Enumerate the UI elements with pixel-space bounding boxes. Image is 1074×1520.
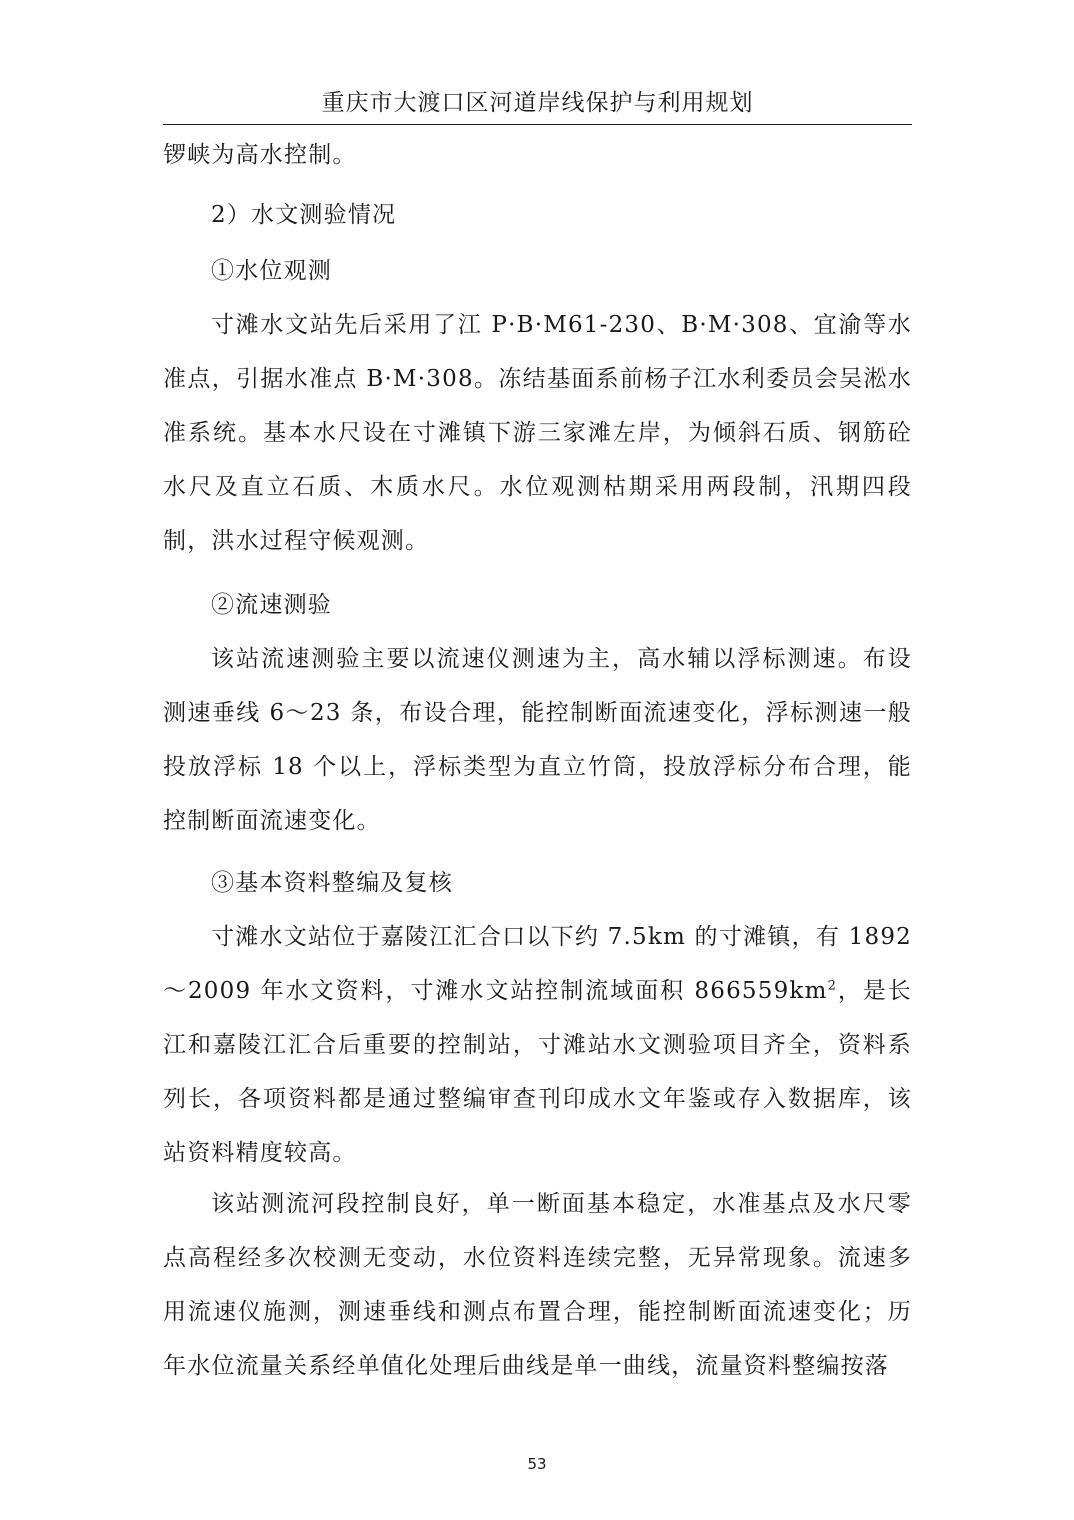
subsection-flow-velocity bbox=[163, 578, 912, 848]
paragraph-station-overview-text: 寸滩水文站位于嘉陵江汇合口以下约 7.5km 的寸滩镇，有 1892～2009 年水文资料，寸滩水文站控制流域面积 866559km bbox=[163, 924, 912, 1004]
section-hydrology bbox=[163, 188, 912, 242]
subsection-data-compilation-cont bbox=[163, 1177, 912, 1393]
paragraph-measurement-quality: 该站测流河段控制良好，单一断面基本稳定，水准基点及水尺零点高程经多次校测无变动，水位资料连续完整，无异常现象。流速多用流速仪施测，测速垂线和测点布置合理，能控制断面流速变化；历年水位流量关系经单值化处理后曲线是单一曲线，流量资料整编按落 bbox=[163, 1191, 912, 1379]
subsection-data-compilation bbox=[163, 856, 912, 1180]
page-header-title: 重庆市大渡口区河道岸线保护与利用规划 bbox=[321, 90, 754, 116]
subsection-heading-flow-velocity: ②流速测验 bbox=[211, 592, 332, 618]
section-heading: 2）水文测验情况 bbox=[211, 202, 397, 228]
paragraph-water-level: 寸滩水文站先后采用了江 P·B·M61-230、B·M·308、宜渝等水准点，引据水准点 B·M·308。冻结基面系前杨子江水利委员会吴淞水准系统。基本水尺设在寸滩镇下游三家滩左岸，为倾斜石质、钢筋砼水尺及直立石质、木质水尺。水位观测枯期采用两段制，汛期四段制，洪水过程守候观测。 bbox=[163, 312, 912, 554]
paragraph-flow-velocity: 该站流速测验主要以流速仪测速为主，高水辅以浮标测速。布设测速垂线 6～23 条，布设合理，能控制断面流速变化，浮标测速一般投放浮标 18 个以上，浮标类型为直立竹筒，投放浮标分布合理，能控制断面流速变化。 bbox=[163, 646, 912, 834]
body-text bbox=[163, 128, 912, 182]
continuation-text: 锣峡为高水控制。 bbox=[163, 142, 357, 168]
paragraph-station-overview-text-cont: ，是长江和嘉陵江汇合后重要的控制站，寸滩站水文测验项目齐全，资料系列长，各项资料都是通过整编审查刊印成水文年鉴或存入数据库，该站资料精度较高。 bbox=[163, 978, 912, 1166]
paragraph-station-overview bbox=[163, 910, 912, 1180]
subsection-water-level bbox=[163, 244, 912, 568]
subsection-heading-data-compilation: ③基本资料整编及复核 bbox=[211, 870, 453, 896]
page-number: 53 bbox=[527, 1455, 547, 1473]
subsection-heading-water-level: ①水位观测 bbox=[211, 258, 332, 284]
header-divider bbox=[163, 124, 912, 125]
superscript-2: 2 bbox=[827, 978, 838, 994]
